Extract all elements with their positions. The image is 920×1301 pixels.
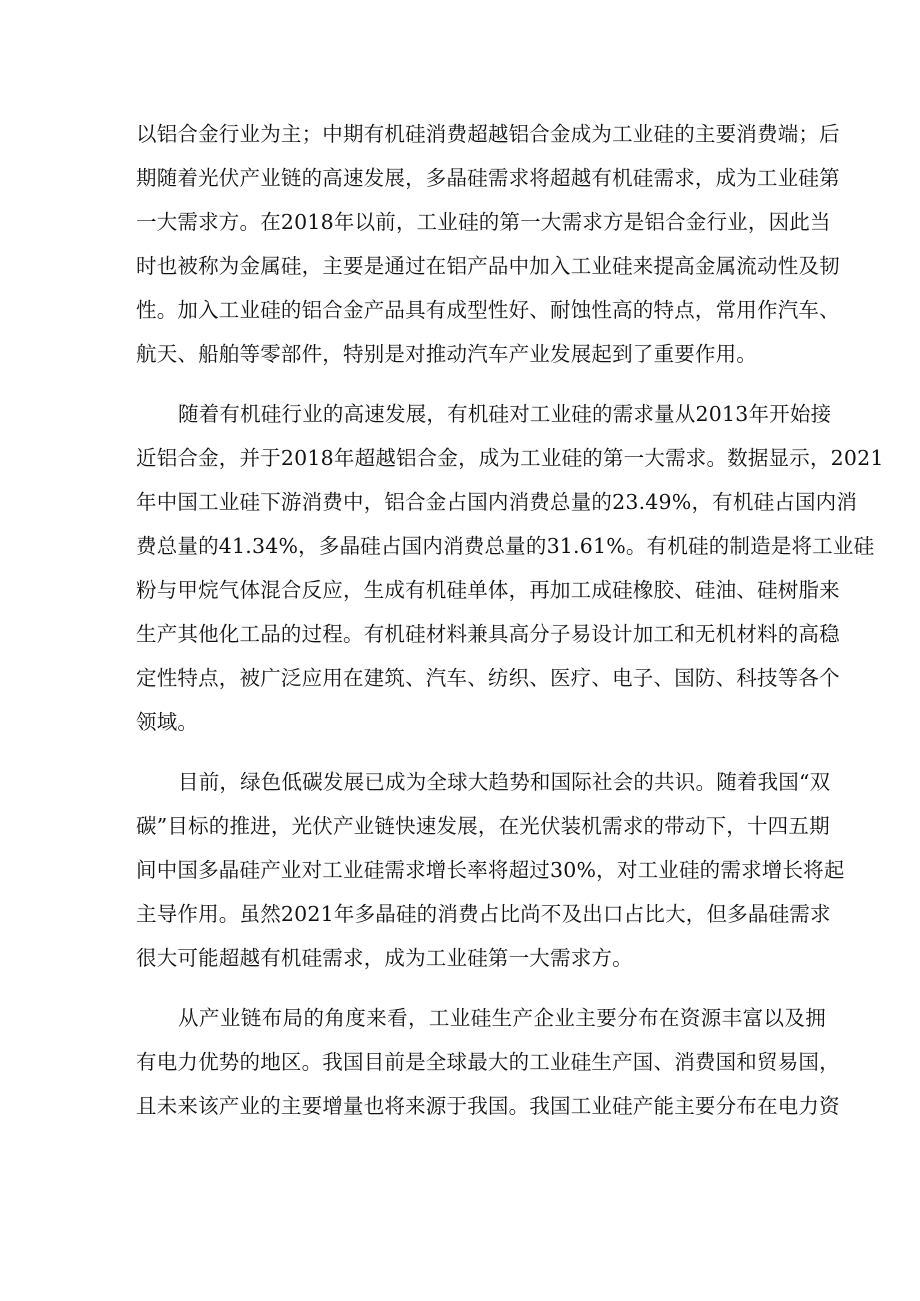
paragraph-2-line-7: 定性特点，被广泛应用在建筑、汽车、纺织、医疗、电子、国防、科技等各个 xyxy=(136,666,840,690)
paragraph-2-line-6: 生产其他化工品的过程。有机硅材料兼具高分子易设计加工和无机材料的高稳 xyxy=(136,622,840,646)
paragraph-2-line-2: 近铝合金，并于2018年超越铝合金，成为工业硅的第一大需求。数据显示，2021 xyxy=(136,446,884,470)
paragraph-2-line-8: 领域。 xyxy=(136,710,199,734)
paragraph-spacer xyxy=(136,744,826,760)
paragraph-1-line-3: 一大需求方。在2018年以前，工业硅的第一大需求方是铝合金行业，因此当 xyxy=(136,210,831,234)
paragraph-3-line-4: 主导作用。虽然2021年多晶硅的消费占比尚不及出口占比大，但多晶硅需求 xyxy=(136,902,831,926)
paragraph-2-line-4: 费总量的41.34%，多晶硅占国内消费总量的31.61%。有机硅的制造是将工业硅 xyxy=(136,534,875,558)
paragraph-3-line-3: 间中国多晶硅产业对工业硅需求增长率将超过30%，对工业硅的需求增长将起 xyxy=(136,858,845,882)
paragraph-2-line-1: 随着有机硅行业的高速发展，有机硅对工业硅的需求量从2013年开始接 xyxy=(178,402,832,426)
paragraph-1-line-2: 期随着光伏产业链的高速发展，多晶硅需求将超越有机硅需求，成为工业硅第 xyxy=(136,166,840,190)
paragraph-3-line-2: 碳”目标的推进，光伏产业链快速发展，在光伏装机需求的带动下，十四五期 xyxy=(136,814,830,838)
paragraph-4-line-3: 且未来该产业的主要增量也将来源于我国。我国工业硅产能主要分布在电力资 xyxy=(136,1094,840,1118)
paragraph-4-line-2: 有电力优势的地区。我国目前是全球最大的工业硅生产国、消费国和贸易国， xyxy=(136,1050,840,1074)
paragraph-2-line-5: 粉与甲烷气体混合反应，生成有机硅单体，再加工成硅橡胶、硅油、硅树脂来 xyxy=(136,578,840,602)
paragraph-1-line-6: 航天、船舶等零部件，特别是对推动汽车产业发展起到了重要作用。 xyxy=(136,342,757,366)
paragraph-2-line-3: 年中国工业硅下游消费中，铝合金占国内消费总量的23.49%，有机硅占国内消 xyxy=(136,490,858,514)
paragraph-spacer xyxy=(136,376,826,392)
paragraph-1-line-5: 性。加入工业硅的铝合金产品具有成型性好、耐蚀性高的特点，常用作汽车、 xyxy=(136,298,840,322)
paragraph-3-line-1: 目前，绿色低碳发展已成为全球大趋势和国际社会的共识。随着我国“双 xyxy=(178,770,831,794)
paragraph-3-line-5: 很大可能超越有机硅需求，成为工业硅第一大需求方。 xyxy=(136,946,633,970)
paragraph-4-line-1: 从产业链布局的角度来看，工业硅生产企业主要分布在资源丰富以及拥 xyxy=(178,1006,826,1030)
paragraph-1-line-4: 时也被称为金属硅，主要是通过在铝产品中加入工业硅来提高金属流动性及韧 xyxy=(136,254,840,278)
paragraph-spacer xyxy=(136,980,826,996)
paragraph-1-line-1: 以铝合金行业为主；中期有机硅消费超越铝合金成为工业硅的主要消费端；后 xyxy=(136,122,840,146)
document-body xyxy=(136,112,884,1128)
